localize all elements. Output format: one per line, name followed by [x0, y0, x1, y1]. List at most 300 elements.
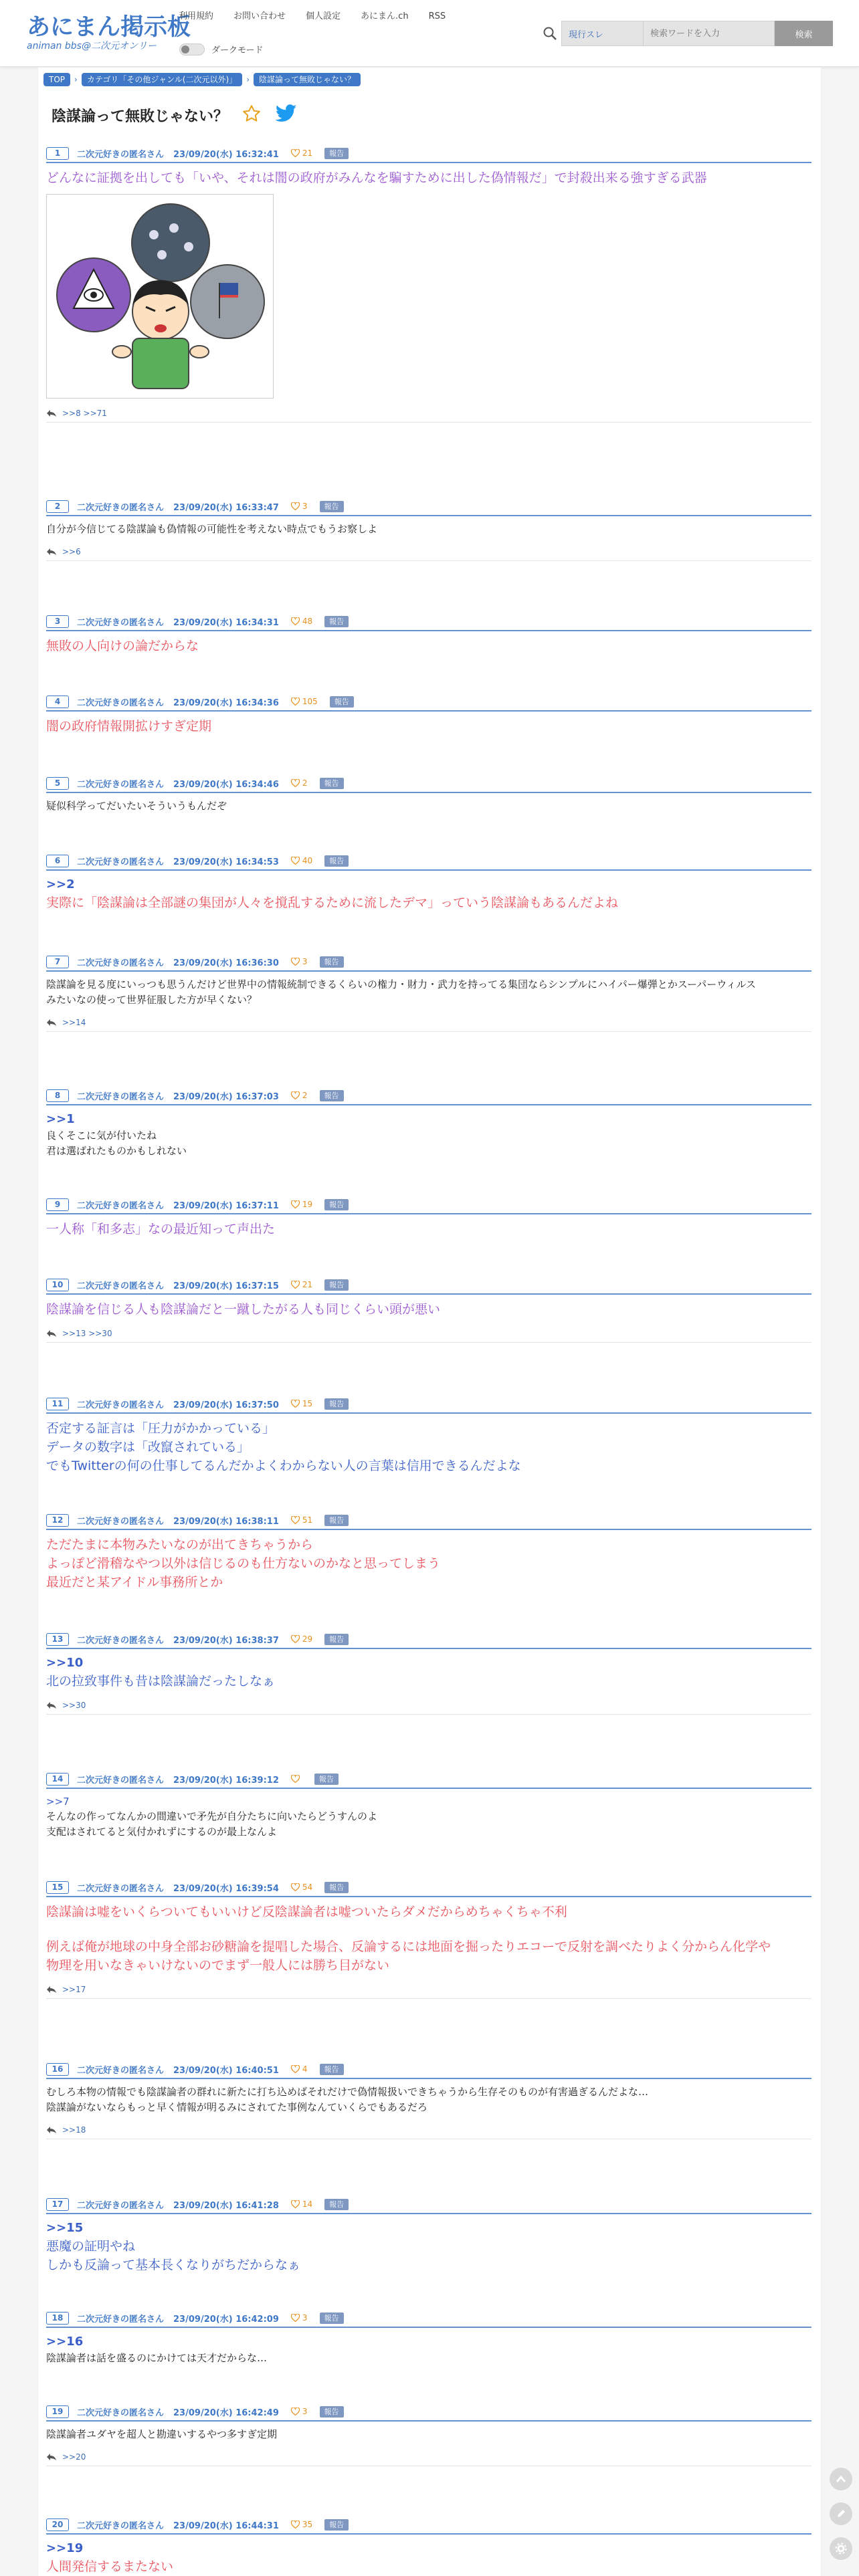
- post-text-line: 否定する証言は「圧力がかかっている」: [46, 1421, 276, 1436]
- post-body: [46, 977, 812, 1008]
- poster-name: 二次元好きの匿名さん: [77, 2314, 165, 2325]
- post-number[interactable]: 19: [46, 2405, 69, 2418]
- post-date: 23/09/20(水) 16:44:31: [173, 2520, 279, 2531]
- post-divider: [46, 1412, 812, 1414]
- reply-list: [46, 404, 812, 423]
- post-body: [46, 522, 812, 537]
- post-7: [46, 954, 812, 1032]
- post-date: 23/09/20(水) 16:37:11: [173, 1200, 279, 1211]
- post-body: [46, 1111, 812, 1159]
- reply-arrow-icon: [46, 548, 57, 556]
- post-5: [46, 776, 812, 814]
- post-number[interactable]: 10: [46, 1279, 69, 1291]
- like-count: 3: [302, 502, 308, 511]
- report-button[interactable]: 報告: [320, 501, 344, 512]
- reply-anchor-link[interactable]: >>15: [46, 2221, 84, 2235]
- post-date: 23/09/20(水) 16:42:09: [173, 2314, 279, 2325]
- post-divider: [46, 970, 812, 972]
- post-header: [46, 1396, 812, 1411]
- poster-name: 二次元好きの匿名さん: [77, 617, 165, 628]
- post-number[interactable]: 4: [46, 695, 69, 708]
- post-number[interactable]: 12: [46, 1514, 69, 1527]
- post-body: [46, 1794, 812, 1840]
- post-number[interactable]: 15: [46, 1881, 69, 1894]
- post-4: [46, 694, 812, 736]
- search-input[interactable]: [643, 21, 775, 46]
- post-text-line: 無敗の人向けの論だからな: [46, 639, 199, 653]
- post-divider: [46, 1293, 812, 1295]
- like-count: 29: [302, 1634, 313, 1644]
- post-text-line: 陰謀論を見る度にいっつも思うんだけど世界中の情報統制できるくらいの権力・財力・武力を持ってる集団ならシンプルにハイパー爆弾とかスーパーウィルス: [46, 978, 756, 990]
- post-divider: [46, 1213, 812, 1214]
- post-text-line: 一人称「和多志」なの最近知って声出た: [46, 1222, 276, 1237]
- poster-name: 二次元好きの匿名さん: [77, 2520, 165, 2531]
- page-title: 陰謀論って無敗じゃない？: [52, 108, 229, 125]
- post-header: [46, 614, 812, 629]
- post-divider: [46, 2533, 812, 2535]
- heart-icon: [291, 779, 300, 787]
- breadcrumb-category[interactable]: カテゴリ「その他ジャンル(二次元以外)」: [82, 73, 242, 86]
- post-body: [46, 2427, 812, 2442]
- post-number[interactable]: 5: [46, 777, 69, 790]
- post-17: [46, 2197, 812, 2274]
- post-date: 23/09/20(水) 16:39:12: [173, 1775, 279, 1786]
- heart-icon: [291, 1091, 300, 1099]
- post-18: [46, 2311, 812, 2366]
- post-20: [46, 2517, 812, 2576]
- like-button[interactable]: [291, 1883, 312, 1892]
- post-text-line: どんなに証拠を出しても「いや、それは闇の政府がみんなを騙すために出した偽情報だ」で封殺出来る強すぎる武器: [46, 171, 707, 185]
- heart-icon: [291, 1281, 300, 1289]
- post-number[interactable]: 9: [46, 1198, 69, 1211]
- like-count: 35: [302, 2520, 313, 2529]
- thread-title-row: [52, 104, 298, 126]
- like-count: 4: [302, 2064, 308, 2074]
- post-date: 23/09/20(水) 16:37:50: [173, 1400, 279, 1410]
- write-post-fab[interactable]: [830, 2502, 852, 2525]
- post-date: 23/09/20(水) 16:37:15: [173, 1281, 279, 1291]
- breadcrumb-thread[interactable]: 陰謀論って無敗じゃない？: [254, 73, 361, 86]
- post-text-line: しかも反論って基本長くなりがちだからなぁ: [46, 2258, 301, 2272]
- post-text-line: 例えば俺が地球の中身全部お砂糖論を提唱した場合、反論するには地面を掘ったりエコーで反射を調べたりよく分からん化学や: [46, 1939, 771, 1954]
- report-button[interactable]: 報告: [320, 2313, 344, 2324]
- post-header: [46, 1513, 812, 1527]
- heart-icon: [291, 2314, 300, 2322]
- post-text-line: 陰謀論者は話を盛るのにかけては天才だからな…: [46, 2352, 268, 2364]
- post-text-line: 物理を用いなきゃいけないのでまず一般人には勝ち目がない: [46, 1958, 390, 1973]
- post-header: [46, 1277, 812, 1292]
- post-header: [46, 694, 812, 709]
- post-date: 23/09/20(水) 16:41:28: [173, 2200, 279, 2211]
- post-10: [46, 1277, 812, 1343]
- breadcrumb-separator: ›: [74, 75, 78, 84]
- report-button[interactable]: 報告: [324, 616, 349, 627]
- poster-name: 二次元好きの匿名さん: [77, 1091, 165, 1102]
- like-button[interactable]: [291, 1775, 302, 1783]
- post-number[interactable]: 3: [46, 615, 69, 628]
- poster-name: 二次元好きの匿名さん: [77, 1516, 165, 1527]
- like-count: 2: [302, 1091, 308, 1100]
- post-divider: [46, 792, 812, 793]
- post-9: [46, 1197, 812, 1239]
- post-text-line: 自分が今信じてる陰謀論も偽情報の可能性を考えない時点でもうお察しよ: [46, 523, 378, 535]
- report-button[interactable]: 報告: [324, 855, 349, 867]
- post-body: [46, 1419, 812, 1475]
- reply-links[interactable]: >>18: [62, 2125, 86, 2135]
- post-divider: [46, 515, 812, 516]
- breadcrumb-separator: ›: [246, 75, 250, 84]
- post-text-line: 実際に「陰謀論は全部謎の集団が人々を撹乱するために流したデマ」っていう陰謀論もあるんだよね: [46, 895, 619, 910]
- reply-list: [46, 1013, 812, 1032]
- post-divider: [46, 1529, 812, 1530]
- post-header: [46, 2404, 812, 2419]
- report-button[interactable]: 報告: [324, 148, 349, 159]
- post-header: [46, 499, 812, 514]
- toggle-switch[interactable]: [179, 43, 205, 56]
- poster-name: 二次元好きの匿名さん: [77, 1281, 165, 1291]
- post-body: [46, 798, 812, 814]
- poster-name: 二次元好きの匿名さん: [77, 697, 165, 708]
- post-14: [46, 1772, 812, 1840]
- post-header: [46, 853, 812, 868]
- like-button[interactable]: [291, 2199, 312, 2209]
- reply-anchor-link[interactable]: >>7: [46, 1796, 70, 1808]
- reply-anchor-link[interactable]: >>16: [46, 2335, 84, 2349]
- like-count: 19: [302, 1200, 313, 1209]
- like-count: 14: [302, 2199, 313, 2209]
- heart-icon: [291, 2200, 300, 2208]
- post-header: [46, 2517, 812, 2532]
- reply-links[interactable]: >>30: [62, 1700, 86, 1710]
- report-button[interactable]: 報告: [324, 1279, 349, 1291]
- reply-arrow-icon: [46, 409, 57, 417]
- post-header: [46, 776, 812, 790]
- post-number[interactable]: 20: [46, 2518, 69, 2531]
- post-12: [46, 1513, 812, 1592]
- post-15: [46, 1880, 812, 1999]
- reply-list: [46, 1980, 812, 1999]
- reply-links[interactable]: >>14: [62, 1017, 86, 1027]
- post-number[interactable]: 14: [46, 1773, 69, 1786]
- like-button[interactable]: [291, 1280, 312, 1289]
- post-text-line: [46, 1921, 812, 1937]
- poster-name: 二次元好きの匿名さん: [77, 2200, 165, 2211]
- post-text-line: 陰謀論がないならもっと早く情報が明るみにされてた事例なんていくらでもあるだろ: [46, 2101, 427, 2113]
- report-button[interactable]: 報告: [324, 2519, 349, 2531]
- heart-icon: [291, 1400, 300, 1408]
- like-count: 105: [302, 697, 318, 706]
- like-button[interactable]: [291, 2313, 308, 2323]
- search-scope-select[interactable]: 現行スレ: [561, 21, 643, 46]
- post-number[interactable]: 16: [46, 2063, 69, 2076]
- post-13: [46, 1632, 812, 1715]
- like-button[interactable]: [291, 697, 318, 706]
- heart-icon: [291, 1200, 300, 1208]
- heart-icon: [291, 697, 300, 706]
- like-count: 54: [302, 1883, 313, 1892]
- post-text-line: 悪魔の証明やね: [46, 2239, 136, 2254]
- post-date: 23/09/20(水) 16:34:46: [173, 779, 279, 790]
- post-body: [46, 1654, 812, 1691]
- post-divider: [46, 1896, 812, 1897]
- post-body: [46, 876, 812, 912]
- post-body: [46, 2333, 812, 2366]
- like-count: 15: [302, 1399, 313, 1408]
- post-body: [46, 717, 812, 736]
- poster-name: 二次元好きの匿名さん: [77, 1400, 165, 1410]
- reply-arrow-icon: [46, 1985, 57, 1994]
- post-text-line: みたいなの使って世界征服した方が早くない？: [46, 994, 258, 1006]
- post-divider: [46, 869, 812, 871]
- top-nav: [179, 10, 466, 23]
- post-date: 23/09/20(水) 16:38:37: [173, 1635, 279, 1646]
- poster-name: 二次元好きの匿名さん: [77, 149, 165, 160]
- reply-links[interactable]: >>6: [62, 546, 81, 556]
- dark-mode-label: ダークモード: [211, 45, 264, 56]
- like-count: 21: [302, 148, 313, 158]
- post-text-line: 陰謀論を信じる人も陰謀論だと一蹴したがる人も同じくらい頭が悪い: [46, 1302, 441, 1317]
- scroll-top-fab[interactable]: [830, 2468, 852, 2490]
- nav-settings[interactable]: 個人設定: [306, 11, 341, 21]
- post-header: [46, 2062, 812, 2076]
- post-2: [46, 499, 812, 561]
- post-number[interactable]: 13: [46, 1633, 69, 1646]
- post-6: [46, 853, 812, 912]
- like-count: 3: [302, 2407, 308, 2416]
- reply-arrow-icon: [46, 2453, 57, 2461]
- post-body: [46, 1220, 812, 1239]
- post-date: 23/09/20(水) 16:34:36: [173, 697, 279, 708]
- post-3: [46, 614, 812, 655]
- post-8: [46, 1088, 812, 1159]
- logo-title[interactable]: あにまん掲示板: [27, 14, 191, 41]
- reply-arrow-icon: [46, 2126, 57, 2134]
- poster-name: 二次元好きの匿名さん: [77, 1775, 165, 1786]
- report-button[interactable]: 報告: [320, 1090, 344, 1101]
- like-button[interactable]: [291, 148, 312, 158]
- reply-links[interactable]: >>13 >>30: [62, 1328, 112, 1338]
- post-body: [46, 1300, 812, 1319]
- post-number[interactable]: 11: [46, 1398, 69, 1410]
- nav-animanch[interactable]: あにまん.ch: [361, 11, 409, 21]
- like-button[interactable]: [291, 1634, 312, 1644]
- post-text-line: 人間発信するまたない: [46, 2559, 174, 2574]
- poster-name: 二次元好きの匿名さん: [77, 502, 165, 513]
- post-header: [46, 1632, 812, 1646]
- post-text-line: そんなの作ってなんかの間違いで矛先が自分たちに向いたらどうすんのよ: [46, 1810, 378, 1822]
- search-button[interactable]: 検索: [775, 21, 833, 46]
- post-1: [46, 146, 812, 423]
- thread-content: [37, 68, 822, 2576]
- like-button[interactable]: [291, 1091, 308, 1100]
- post-text-line: 支配はされてると気付かれずにするのが最上なんよ: [46, 1826, 278, 1838]
- reply-arrow-icon: [46, 1018, 57, 1027]
- post-divider: [46, 2213, 812, 2214]
- like-count: 48: [302, 617, 313, 626]
- post-text-line: データの数字は「改竄されている」: [46, 1440, 250, 1455]
- post-date: 23/09/20(水) 16:42:49: [173, 2407, 279, 2418]
- post-body: [46, 2220, 812, 2274]
- heart-icon: [291, 1516, 300, 1524]
- heart-icon: [291, 958, 300, 966]
- like-count: 2: [302, 778, 308, 788]
- poster-name: 二次元好きの匿名さん: [77, 857, 165, 867]
- dark-mode-toggle[interactable]: [179, 43, 263, 56]
- reply-arrow-icon: [46, 1701, 57, 1709]
- post-date: 23/09/20(水) 16:33:47: [173, 502, 279, 513]
- post-text-line: 疑似科学ってだいたいそういうもんだぞ: [46, 800, 227, 812]
- reply-anchor-link[interactable]: >>2: [46, 877, 75, 891]
- favorite-star-icon[interactable]: [242, 104, 262, 126]
- post-text-line: 最近だと某アイドル事務所とか: [46, 1575, 223, 1590]
- report-button[interactable]: 報告: [320, 956, 344, 968]
- report-button[interactable]: 報告: [320, 2406, 344, 2418]
- report-button[interactable]: 報告: [320, 2064, 344, 2075]
- reply-anchor-link[interactable]: >>19: [46, 2541, 84, 2555]
- report-button[interactable]: 報告: [324, 1398, 349, 1410]
- post-image-conspiracy-illustration[interactable]: [46, 194, 274, 399]
- like-button[interactable]: [291, 856, 312, 865]
- like-count: 51: [302, 1515, 313, 1525]
- post-text-line: 陰謀論者ユダヤを超人と勘違いするやつ多すぎ定期: [46, 2428, 278, 2440]
- heart-icon: [291, 857, 300, 865]
- poster-name: 二次元好きの匿名さん: [77, 2065, 165, 2076]
- report-button[interactable]: 報告: [320, 778, 344, 789]
- reply-anchor-link[interactable]: >>10: [46, 1656, 84, 1670]
- poster-name: 二次元好きの匿名さん: [77, 1200, 165, 1211]
- report-button[interactable]: 報告: [314, 1774, 339, 1785]
- like-button[interactable]: [291, 778, 308, 788]
- like-button[interactable]: [291, 1200, 312, 1209]
- post-16: [46, 2062, 812, 2139]
- nav-contact[interactable]: お問い合わせ: [233, 11, 286, 21]
- heart-icon: [291, 1883, 300, 1891]
- post-number[interactable]: 18: [46, 2312, 69, 2325]
- reply-list: [46, 1696, 812, 1715]
- post-body: [46, 1903, 812, 1975]
- post-number[interactable]: 17: [46, 2198, 69, 2211]
- post-header: [46, 1880, 812, 1895]
- logo-subtitle: animan bbs@二次元オンリー: [27, 41, 157, 51]
- post-header: [46, 1772, 812, 1786]
- nav-terms[interactable]: 利用規約: [179, 11, 214, 21]
- report-button[interactable]: 報告: [324, 2199, 349, 2210]
- post-body: [46, 1535, 812, 1592]
- post-date: 23/09/20(水) 16:36:30: [173, 958, 279, 968]
- poster-name: 二次元好きの匿名さん: [77, 1635, 165, 1646]
- reply-list: [46, 1324, 812, 1343]
- heart-icon: [291, 1635, 300, 1643]
- like-button[interactable]: [291, 617, 312, 626]
- post-19: [46, 2404, 812, 2466]
- post-header: [46, 2197, 812, 2212]
- reply-links[interactable]: >>17: [62, 1984, 86, 1994]
- report-button[interactable]: 報告: [324, 1882, 349, 1893]
- search-icon: [539, 21, 561, 46]
- heart-icon: [291, 2520, 300, 2529]
- post-number[interactable]: 2: [46, 500, 69, 513]
- post-header: [46, 954, 812, 969]
- reply-list: [46, 2121, 812, 2139]
- post-header: [46, 1088, 812, 1103]
- post-text-line: 君は選ばれたものかもしれない: [46, 1145, 187, 1157]
- post-text-line: でもTwitterの何の仕事してるんだかよくわからない人の言葉は信用できるんだよな: [46, 1459, 521, 1473]
- site-header: [0, 0, 859, 67]
- post-divider: [46, 2078, 812, 2079]
- site-logo[interactable]: [27, 15, 191, 51]
- like-button[interactable]: [291, 502, 308, 511]
- nav-rss[interactable]: RSS: [428, 11, 446, 21]
- report-button[interactable]: 報告: [324, 1199, 349, 1210]
- heart-icon: [291, 1775, 300, 1783]
- report-button[interactable]: 報告: [330, 696, 354, 708]
- post-date: 23/09/20(水) 16:39:54: [173, 1883, 279, 1894]
- post-number[interactable]: 6: [46, 855, 69, 867]
- post-body: [46, 169, 812, 399]
- post-text-line: むしろ本物の情報でも陰謀論者の群れに新たに打ち込めばそれだけで偽情報扱いできちゃうから生存そのものが有害過ぎるんだよな…: [46, 2086, 649, 2098]
- post-date: 23/09/20(水) 16:34:53: [173, 857, 279, 867]
- poster-name: 二次元好きの匿名さん: [77, 958, 165, 968]
- post-divider: [46, 1104, 812, 1105]
- post-text-line: 北の拉致事件も昔は陰謀論だったしなぁ: [46, 1674, 276, 1689]
- poster-name: 二次元好きの匿名さん: [77, 2407, 165, 2418]
- post-text-line: 闇の政府情報開拡けすぎ定期: [46, 719, 212, 734]
- post-divider: [46, 630, 812, 631]
- post-header: [46, 1197, 812, 1212]
- reply-list: [46, 2448, 812, 2466]
- reply-links[interactable]: >>20: [62, 2452, 86, 2462]
- post-number[interactable]: 7: [46, 956, 69, 968]
- poster-name: 二次元好きの匿名さん: [77, 1883, 165, 1894]
- post-number[interactable]: 8: [46, 1089, 69, 1102]
- post-date: 23/09/20(水) 16:34:31: [173, 617, 279, 628]
- like-button[interactable]: [291, 1399, 312, 1408]
- post-divider: [46, 1648, 812, 1649]
- post-text-line: ただたまに本物みたいなのが出てきちゃうから: [46, 1537, 314, 1552]
- settings-fab[interactable]: [830, 2537, 852, 2560]
- post-header: [46, 2311, 812, 2325]
- heart-icon: [291, 617, 300, 625]
- reply-links[interactable]: >>8 >>71: [62, 408, 107, 418]
- post-number[interactable]: 1: [46, 147, 69, 160]
- post-divider: [46, 1788, 812, 1789]
- reply-arrow-icon: [46, 1329, 57, 1337]
- like-count: 21: [302, 1280, 313, 1289]
- post-divider: [46, 710, 812, 712]
- like-button[interactable]: [291, 1515, 312, 1525]
- twitter-share-icon[interactable]: [275, 104, 298, 126]
- post-divider: [46, 162, 812, 163]
- heart-icon: [291, 149, 300, 157]
- like-button[interactable]: [291, 2407, 308, 2416]
- post-11: [46, 1396, 812, 1475]
- reply-anchor-link[interactable]: >>1: [46, 1112, 75, 1126]
- breadcrumb-top[interactable]: TOP: [43, 73, 70, 86]
- heart-icon: [291, 502, 300, 510]
- search-form: [539, 21, 833, 46]
- like-button[interactable]: [291, 957, 308, 966]
- heart-icon: [291, 2407, 300, 2416]
- like-count: 3: [302, 957, 308, 966]
- report-button[interactable]: 報告: [324, 1634, 349, 1645]
- post-body: [46, 637, 812, 655]
- post-date: 23/09/20(水) 16:38:11: [173, 1516, 279, 1527]
- like-button[interactable]: [291, 2064, 308, 2074]
- like-button[interactable]: [291, 2520, 312, 2529]
- post-date: 23/09/20(水) 16:40:51: [173, 2065, 279, 2076]
- post-divider: [46, 2327, 812, 2328]
- report-button[interactable]: 報告: [324, 1515, 349, 1526]
